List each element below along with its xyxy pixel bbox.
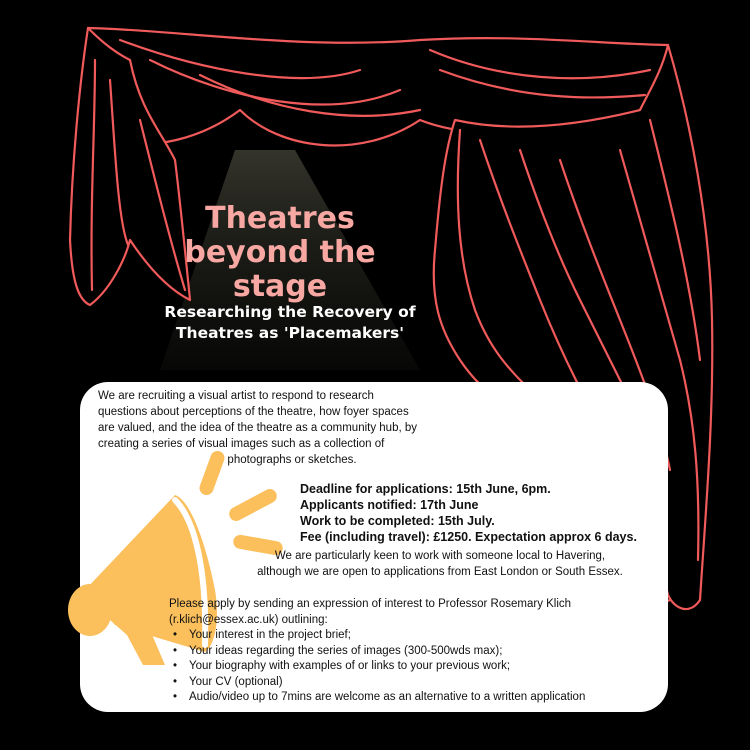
poster-title <box>150 202 410 304</box>
local-line: although we are open to applications from East London or South Essex. <box>257 566 623 578</box>
apply-line: Please apply by sending an expression of interest to Professor Rosemary Klich <box>169 598 572 610</box>
intro-line: questions about perceptions of the theatre, how foyer spaces <box>98 406 409 418</box>
title-line: beyond the <box>184 235 376 270</box>
intro-line: creating a series of visual images such as a collection of <box>98 438 385 450</box>
title-line: stage <box>232 269 328 304</box>
poster-subtitle <box>150 302 430 344</box>
fact-deadline: Deadline for applications: 15th June, 6pm. <box>300 482 551 496</box>
apply-line: (r.klich@essex.ac.uk) outlining: <box>169 613 328 626</box>
application-instructions <box>169 597 669 706</box>
title-line: Theatres <box>205 201 355 236</box>
subtitle-line: Theatres as 'Placemakers' <box>175 324 405 342</box>
fact-completion: Work to be completed: 15th July. <box>300 514 495 528</box>
list-item: • Your ideas regarding the series of images (300-500wds max); <box>173 644 669 660</box>
fact-fee: Fee (including travel): £1250. Expectation approx 6 days. <box>300 530 637 544</box>
fact-notified: Applicants notified: 17th June <box>300 498 479 512</box>
subtitle-line: Researching the Recovery of <box>164 303 416 321</box>
list-item: • Your biography with examples of or links to your previous work; <box>173 659 669 675</box>
key-facts <box>300 481 660 545</box>
intro-line: We are recruiting a visual artist to respond to research <box>98 390 374 402</box>
list-item: • Audio/video up to 7mins are welcome as an alternative to a written application <box>173 690 669 706</box>
local-note <box>225 548 655 580</box>
apply-list <box>169 628 669 706</box>
list-item: • Your interest in the project brief; <box>173 628 669 644</box>
intro-line: are valued, and the idea of the theatre as a community hub, by <box>98 422 418 434</box>
local-line: We are particularly keen to work with someone local to Havering, <box>274 550 606 562</box>
intro-line: photographs or sketches. <box>227 454 357 466</box>
list-item: • Your CV (optional) <box>173 675 669 691</box>
